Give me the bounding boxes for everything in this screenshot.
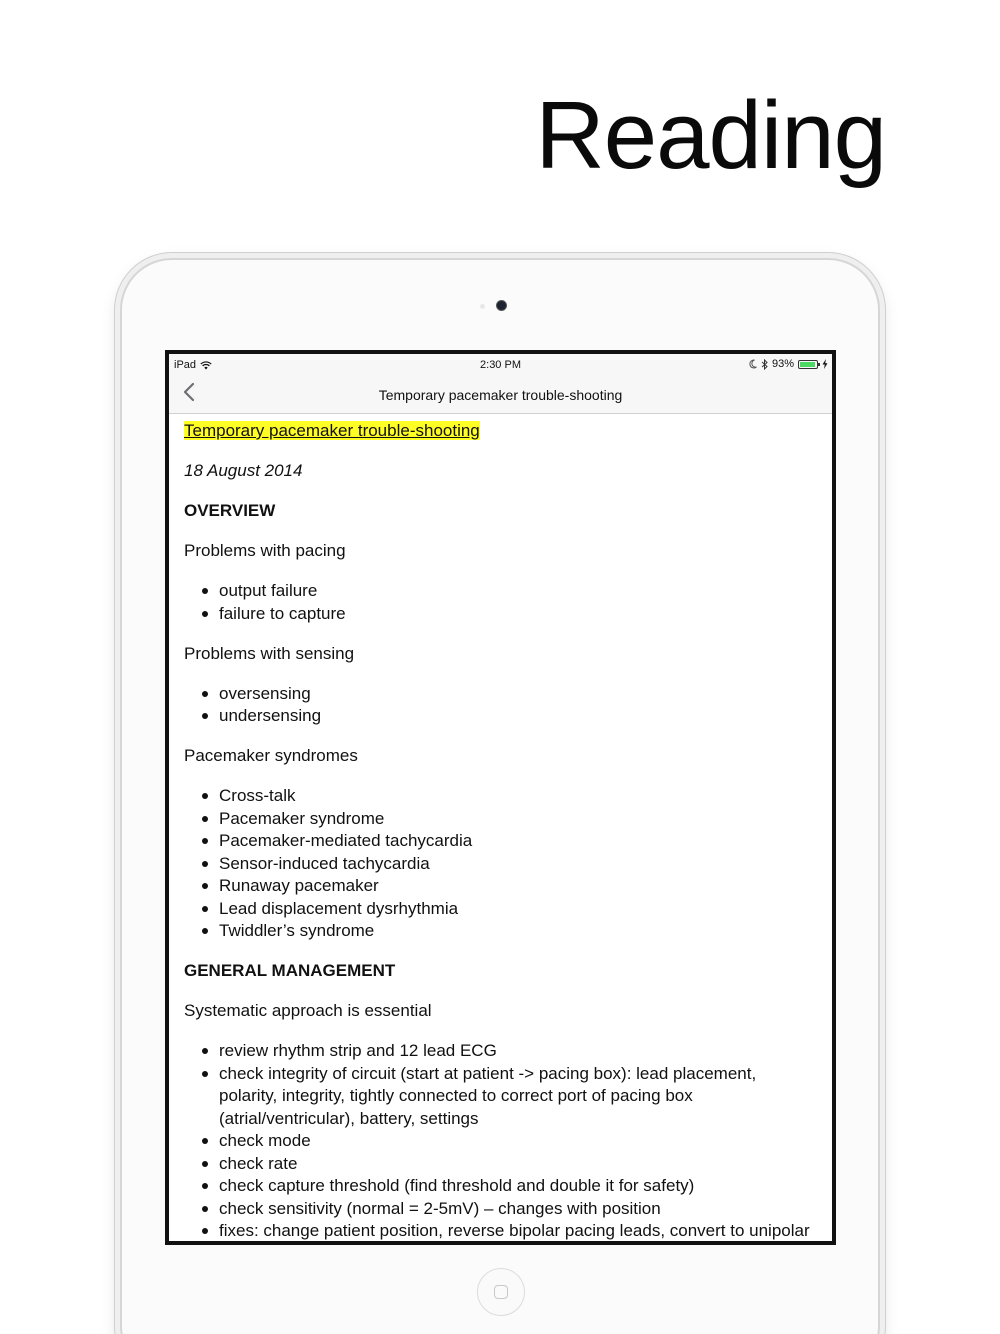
list-item: check sensitivity (normal = 2-5mV) – changes with position [219, 1198, 818, 1221]
list-item: Twiddler’s syndrome [219, 920, 818, 943]
bluetooth-icon [761, 359, 768, 370]
list-item: review rhythm strip and 12 lead ECG [219, 1040, 818, 1063]
list-item: failure to capture [219, 603, 818, 626]
battery-icon [798, 360, 818, 369]
list-item: check capture threshold (find threshold and double it for safety) [219, 1175, 818, 1198]
list-item: output failure [219, 580, 818, 603]
front-camera [496, 300, 507, 311]
screen-content [169, 354, 832, 1241]
nav-title: Temporary pacemaker trouble-shooting [378, 387, 623, 403]
management-list [184, 1040, 818, 1241]
home-square-icon [494, 1285, 508, 1299]
list-item: undersensing [219, 705, 818, 728]
list-item: fixes: change patient position, reverse bipolar pacing leads, convert to unipolar [219, 1220, 818, 1241]
battery-percent: 93% [771, 358, 794, 370]
headline: Reading [535, 82, 886, 189]
status-time: 2:30 PM [480, 359, 521, 371]
overview-heading: OVERVIEW [184, 501, 276, 520]
list-item: Pacemaker syndrome [219, 808, 818, 831]
pacing-list [184, 580, 818, 625]
list-item: Runaway pacemaker [219, 875, 818, 898]
list-item: check mode [219, 1130, 818, 1153]
document-date: 18 August 2014 [184, 461, 303, 480]
status-bar [169, 354, 832, 376]
list-item: check rate [219, 1153, 818, 1176]
management-intro: Systematic approach is essential [184, 1001, 432, 1020]
list-item: Lead displacement dysrhythmia [219, 898, 818, 921]
list-item: Cross-talk [219, 785, 818, 808]
sensing-list [184, 683, 818, 728]
document-body [169, 414, 832, 1241]
status-right [748, 358, 828, 370]
ipad-screen [165, 350, 836, 1245]
navigation-bar [169, 376, 832, 414]
charging-bolt-icon [822, 359, 828, 369]
management-heading: GENERAL MANAGEMENT [184, 961, 396, 980]
pacing-intro: Problems with pacing [184, 541, 346, 560]
syndromes-list [184, 785, 818, 943]
document-title-link[interactable]: Temporary pacemaker trouble-shooting [184, 421, 480, 440]
device-label: iPad [174, 359, 197, 371]
list-item: oversensing [219, 683, 818, 706]
list-item: Pacemaker-mediated tachycardia [219, 830, 818, 853]
list-item: Sensor-induced tachycardia [219, 853, 818, 876]
list-item: check integrity of circuit (start at patient -> pacing box): lead placement, polarity, integrity, tightly connected to correct port of pacing box (atrial/ventricular), battery, settings [219, 1063, 818, 1131]
light-sensor [480, 304, 485, 309]
moon-icon [748, 359, 757, 369]
battery-fill [800, 362, 815, 367]
home-button[interactable] [477, 1268, 525, 1316]
syndromes-intro: Pacemaker syndromes [184, 746, 358, 765]
sensing-intro: Problems with sensing [184, 643, 355, 663]
